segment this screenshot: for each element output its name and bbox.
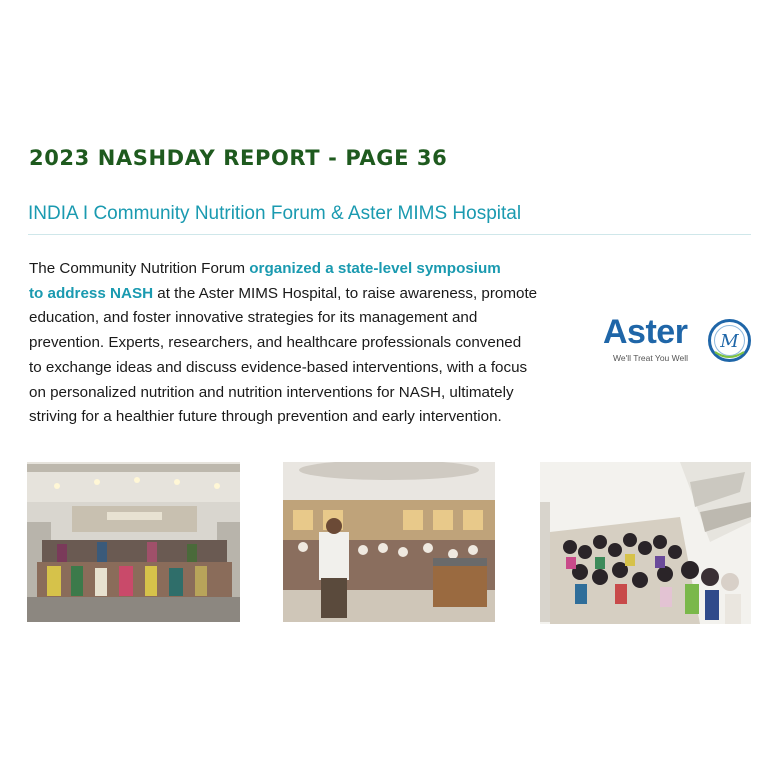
logo-mark-letter: M xyxy=(720,331,739,352)
section-subtitle: INDIA I Community Nutrition Forum & Aster MIMS Hospital xyxy=(28,203,522,224)
body-paragraph xyxy=(29,257,599,430)
body-line xyxy=(29,331,599,356)
divider-line xyxy=(28,234,751,235)
body-line xyxy=(29,405,599,430)
aster-emblem-icon xyxy=(707,318,752,363)
logo-tagline: We'll Treat You Well xyxy=(613,353,689,363)
highlighted-text: organized a state-level symposium xyxy=(249,260,501,277)
body-line xyxy=(29,356,599,381)
body-line xyxy=(29,257,599,282)
highlighted-text: to address NASH xyxy=(29,284,154,302)
body-line xyxy=(29,282,599,307)
body-line xyxy=(29,306,599,331)
body-text-run: to exchange ideas and discuss evidence-based interventions, with a focus xyxy=(29,358,528,376)
aster-logo xyxy=(603,313,753,369)
body-text-run: at the Aster MIMS Hospital, to raise awareness, promote xyxy=(153,284,538,302)
body-text-run: on personalized nutrition and nutrition interventions for NASH, ultimately xyxy=(29,383,514,401)
event-photo-staircase xyxy=(540,462,751,624)
body-text-run: education, and foster innovative strategies for its management and xyxy=(29,309,478,327)
body-text-run: striving for a healthier future through prevention and early intervention. xyxy=(29,408,502,426)
body-text-run: prevention. Experts, researchers, and healthcare professionals convened xyxy=(29,334,522,352)
logo-wordmark: Aster xyxy=(603,313,688,351)
report-title: 2023 NASHDAY REPORT - PAGE 36 xyxy=(29,146,448,170)
logo-ring-text xyxy=(603,313,604,314)
body-text-run: The Community Nutrition Forum xyxy=(29,260,250,277)
event-photo-speaker xyxy=(283,462,495,622)
body-line xyxy=(29,381,599,406)
event-photo-group-stage xyxy=(27,462,240,622)
